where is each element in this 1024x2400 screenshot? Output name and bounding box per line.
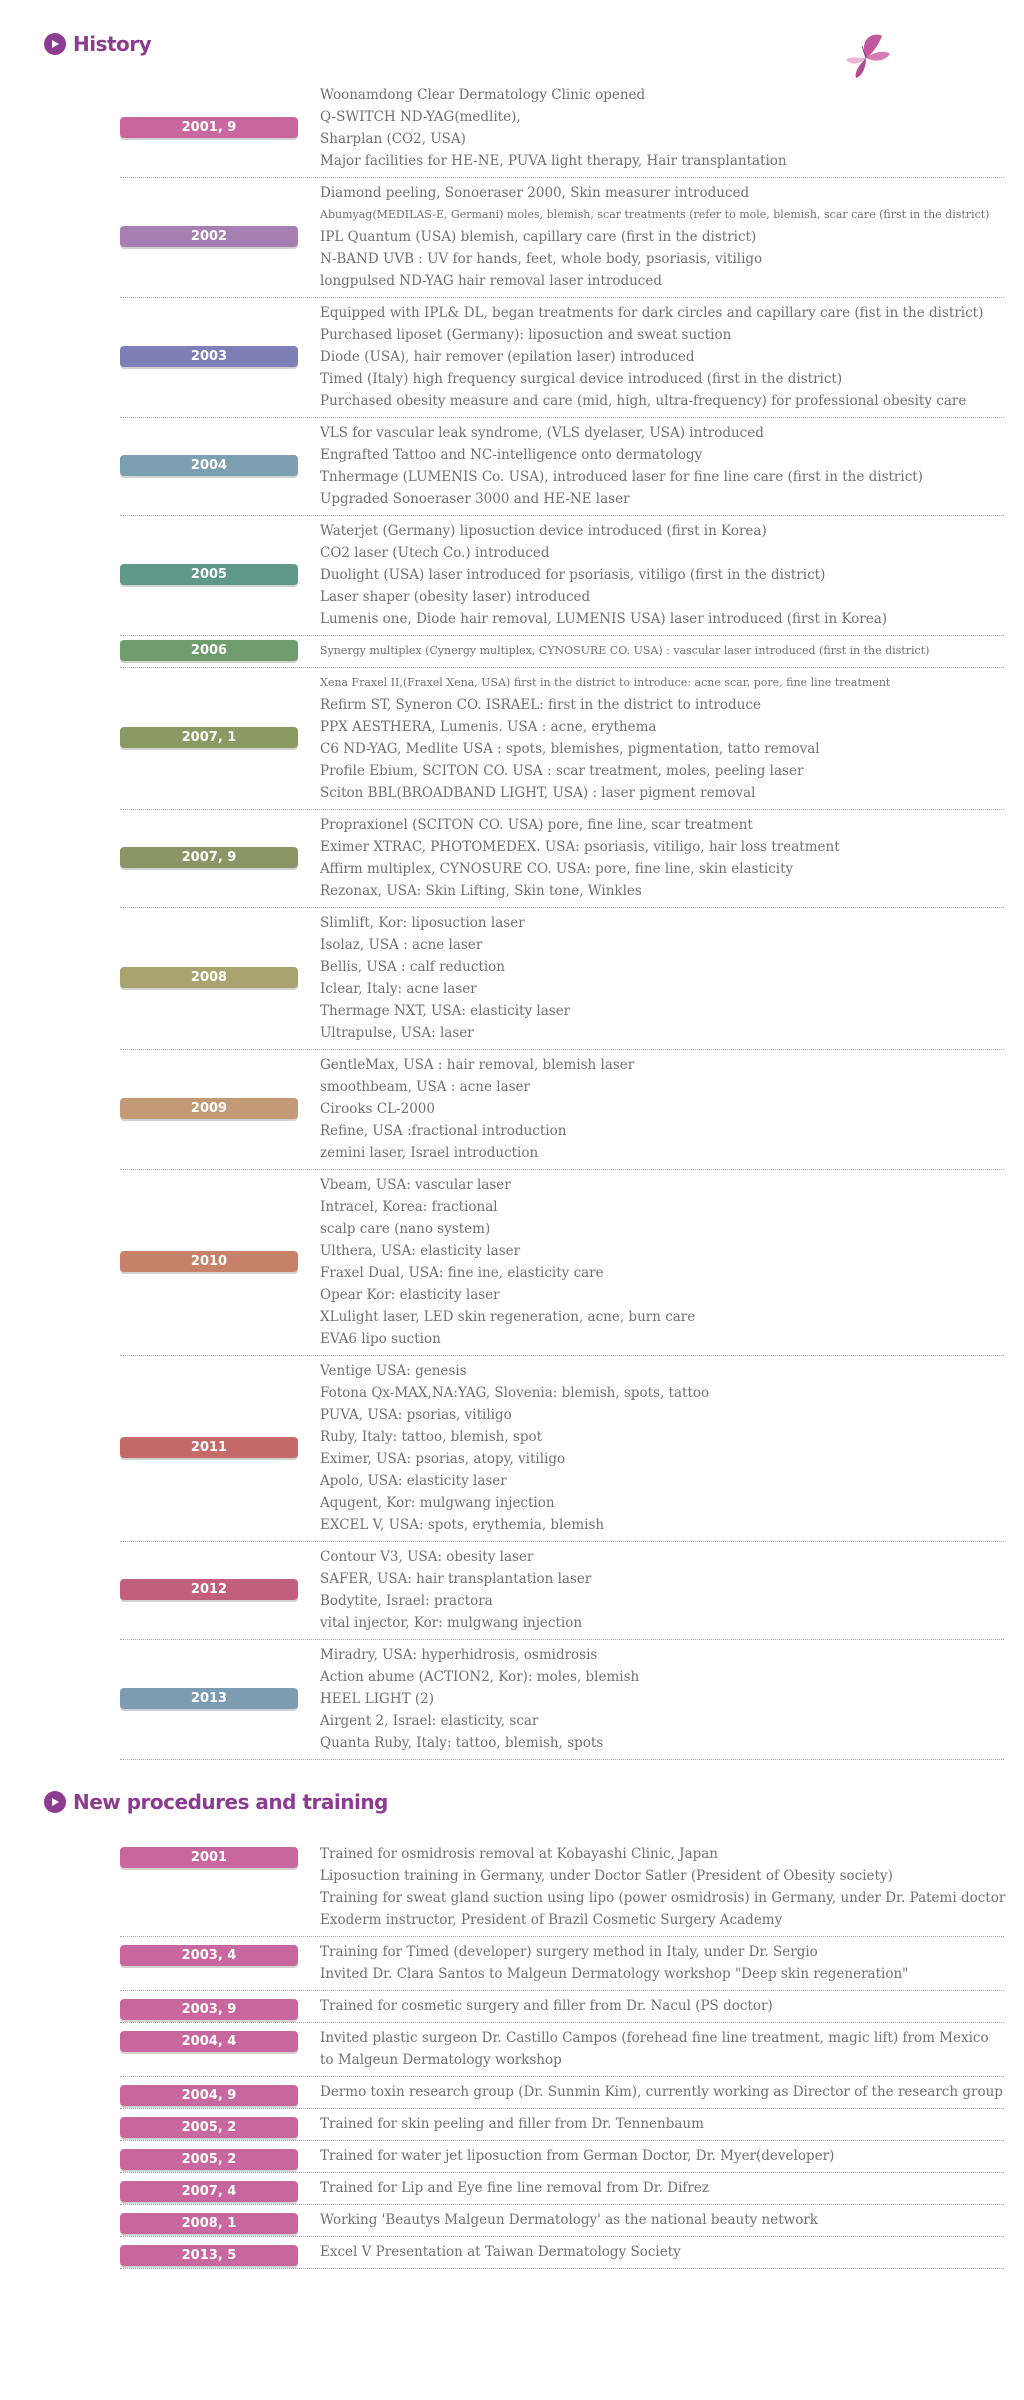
list-item: Ulthera, USA: elasticity laser	[320, 1243, 521, 1259]
list-item: Lumenis one, Diode hair removal, LUMENIS USA) laser introduced (first in Korea)	[320, 611, 888, 627]
list-item: IPL Quantum (USA) blemish, capillary care (first in the district)	[320, 229, 757, 245]
year-badge: 2008	[120, 967, 298, 988]
list-item: Ruby, Italy: tattoo, blemish, spot	[320, 1429, 543, 1445]
list-item: Sharplan (CO2, USA)	[320, 131, 466, 147]
list-item: Trained for osmidrosis removal at Kobayashi Clinic, Japan	[320, 1846, 719, 1862]
year-column	[120, 2113, 320, 2135]
list-item: vital injector, Kor: mulgwang injection	[320, 1615, 583, 1631]
year-badge: 2004, 9	[120, 2085, 298, 2106]
timeline-row	[120, 908, 1004, 1050]
history-list	[120, 80, 1004, 1760]
list-item: Q-SWITCH ND-YAG(medlite),	[320, 109, 521, 125]
list-item: CO2 laser (Utech Co.) introduced	[320, 545, 550, 561]
list-item: Opear Kor: elasticity laser	[320, 1287, 500, 1303]
list-item: Action abume (ACTION2, Kor): moles, blemish	[320, 1669, 640, 1685]
timeline-row	[120, 1356, 1004, 1542]
list-item: smoothbeam, USA : acne laser	[320, 1079, 530, 1095]
list-item: Ventige USA: genesis	[320, 1363, 467, 1379]
timeline-row	[120, 1937, 1004, 1991]
list-item: Working 'Beautys Malgeun Dermatology' as the national beauty network	[320, 2212, 818, 2228]
year-column	[120, 2209, 320, 2231]
item-list	[320, 1174, 1004, 1350]
timeline-row	[120, 1170, 1004, 1356]
list-item: zemini laser, Israel introduction	[320, 1145, 539, 1161]
list-item: scalp care (nano system)	[320, 1221, 491, 1237]
year-column	[120, 1174, 320, 1350]
training-header	[44, 1790, 388, 1814]
timeline-row	[120, 2237, 1004, 2269]
timeline-row	[120, 636, 1004, 668]
list-item: Timed (Italy) high frequency surgical device introduced (first in the district)	[320, 371, 843, 387]
timeline-row	[120, 2023, 1004, 2077]
timeline-row	[120, 178, 1004, 298]
list-item: Propraxionel (SCITON CO. USA) pore, fine line, scar treatment	[320, 817, 753, 833]
list-item: Engrafted Tattoo and NC-intelligence onto dermatology	[320, 447, 703, 463]
list-item: Xena Fraxel II,(Fraxel Xena, USA) first in the district to introduce: acne scar, pore, fine line treatment	[320, 676, 891, 689]
timeline-row	[120, 2109, 1004, 2141]
list-item: Slimlift, Kor: liposuction laser	[320, 915, 525, 931]
list-item: Quanta Ruby, Italy: tattoo, blemish, spots	[320, 1735, 604, 1751]
year-badge: 2004	[120, 455, 298, 476]
year-column	[120, 1546, 320, 1634]
item-list	[320, 1941, 1004, 1985]
list-item: Trained for cosmetic surgery and filler from Dr. Nacul (PS doctor)	[320, 1998, 773, 2014]
item-list	[320, 2177, 1004, 2199]
year-badge: 2013	[120, 1688, 298, 1709]
list-item: Intracel, Korea: fractional	[320, 1199, 498, 1215]
item-list	[320, 1360, 1004, 1536]
item-list	[320, 84, 1004, 172]
list-item: Purchased obesity measure and care (mid, high, ultra-frequency) for professional obesity care	[320, 393, 967, 409]
list-item: Refine, USA :fractional introduction	[320, 1123, 567, 1139]
list-item: Diode (USA), hair remover (epilation laser) introduced	[320, 349, 695, 365]
list-item: Sciton BBL(BROADBAND LIGHT, USA) : laser pigment removal	[320, 785, 756, 801]
timeline-row	[120, 80, 1004, 178]
item-list	[320, 1843, 1005, 1931]
timeline-row	[120, 668, 1004, 810]
list-item: Major facilities for HE-NE, PUVA light therapy, Hair transplantation	[320, 153, 787, 169]
list-item: VLS for vascular leak syndrome, (VLS dyelaser, USA) introduced	[320, 425, 764, 441]
list-item: Fotona Qx-MAX,NA:YAG, Slovenia: blemish, spots, tattoo	[320, 1385, 710, 1401]
item-list	[320, 182, 1004, 292]
list-item: N-BAND UVB : UV for hands, feet, whole body, psoriasis, vitiligo	[320, 251, 763, 267]
history-header	[44, 32, 151, 56]
year-column	[120, 1995, 320, 2017]
list-item: Thermage NXT, USA: elasticity laser	[320, 1003, 571, 1019]
list-item: Invited plastic surgeon Dr. Castillo Campos (forehead fine line treatment, magic lift) from Mexico	[320, 2030, 989, 2046]
list-item: Isolaz, USA : acne laser	[320, 937, 483, 953]
item-list	[320, 422, 1004, 510]
year-column	[120, 302, 320, 412]
list-item: Abumyag(MEDILAS-E, Germani) moles, blemish, scar treatments (refer to mole, blemish, scar care (first in the district)	[320, 208, 990, 221]
list-item: Cirooks CL-2000	[320, 1101, 435, 1117]
year-badge: 2005, 2	[120, 2117, 298, 2138]
timeline-row	[120, 1839, 1004, 1937]
year-column	[120, 814, 320, 902]
list-item: Laser shaper (obesity laser) introduced	[320, 589, 591, 605]
year-badge: 2007, 1	[120, 727, 298, 748]
list-item: PUVA, USA: psorias, vitiligo	[320, 1407, 512, 1423]
item-list	[320, 1644, 1004, 1754]
list-item: Eximer, USA: psorias, atopy, vitiligo	[320, 1451, 566, 1467]
year-column	[120, 2241, 320, 2263]
year-badge: 2005	[120, 564, 298, 585]
year-column	[120, 2145, 320, 2167]
year-badge: 2001	[120, 1847, 298, 1868]
year-column	[120, 2027, 320, 2071]
list-item: Diamond peeling, Sonoeraser 2000, Skin measurer introduced	[320, 185, 750, 201]
timeline-row	[120, 2173, 1004, 2205]
list-item: Eximer XTRAC, PHOTOMEDEX. USA: psoriasis, vitiligo, hair loss treatment	[320, 839, 840, 855]
timeline-row	[120, 2205, 1004, 2237]
list-item: Bellis, USA : calf reduction	[320, 959, 505, 975]
year-column	[120, 1843, 320, 1931]
year-column	[120, 2177, 320, 2199]
year-column	[120, 912, 320, 1044]
play-circle-icon	[44, 33, 66, 55]
list-item: Apolo, USA: elasticity laser	[320, 1473, 507, 1489]
year-badge: 2013, 5	[120, 2245, 298, 2266]
year-badge: 2006	[120, 640, 298, 661]
year-badge: 2003	[120, 346, 298, 367]
list-item: Equipped with IPL& DL, began treatments for dark circles and capillary care (fist in the district)	[320, 305, 984, 321]
year-badge: 2001, 9	[120, 117, 298, 138]
list-item: Liposuction training in Germany, under Doctor Satler (President of Obesity society)	[320, 1868, 893, 1884]
timeline-row	[120, 810, 1004, 908]
list-item: HEEL LIGHT (2)	[320, 1691, 435, 1707]
year-badge: 2008, 1	[120, 2213, 298, 2234]
list-item: Synergy multiplex (Cynergy multiplex, CYNOSURE CO. USA) : vascular laser introduced (first in the district)	[320, 644, 930, 657]
list-item: Excel V Presentation at Taiwan Dermatology Society	[320, 2244, 681, 2260]
play-circle-icon	[44, 1791, 66, 1813]
year-column	[120, 2081, 320, 2103]
history-title: History	[73, 32, 152, 56]
list-item: Dermo toxin research group (Dr. Sunmin Kim), currently working as Director of the research group	[320, 2084, 1003, 2100]
timeline-row	[120, 516, 1004, 636]
item-list	[320, 640, 1004, 662]
list-item: Trained for Lip and Eye fine line removal from Dr. Difrez	[320, 2180, 709, 2196]
item-list	[320, 814, 1004, 902]
list-item: EVA6 lipo suction	[320, 1331, 441, 1347]
item-list	[320, 1054, 1004, 1164]
list-item: Ultrapulse, USA: laser	[320, 1025, 474, 1041]
butterfly-icon	[838, 28, 894, 84]
item-list	[320, 520, 1004, 630]
list-item: SAFER, USA: hair transplantation laser	[320, 1571, 592, 1587]
list-item: Aqugent, Kor: mulgwang injection	[320, 1495, 555, 1511]
year-badge: 2011	[120, 1437, 298, 1458]
list-item: Upgraded Sonoeraser 3000 and HE-NE laser	[320, 491, 630, 507]
timeline-row	[120, 1640, 1004, 1760]
year-column	[120, 422, 320, 510]
list-item: Miradry, USA: hyperhidrosis, osmidrosis	[320, 1647, 598, 1663]
list-item: Airgent 2, Israel: elasticity, scar	[320, 1713, 539, 1729]
year-badge: 2010	[120, 1251, 298, 1272]
timeline-row	[120, 1542, 1004, 1640]
list-item: to Malgeun Dermatology workshop	[320, 2052, 562, 2068]
timeline-row	[120, 1991, 1004, 2023]
list-item: Waterjet (Germany) liposuction device introduced (first in Korea)	[320, 523, 767, 539]
timeline-row	[120, 298, 1004, 418]
year-badge: 2003, 9	[120, 1999, 298, 2020]
list-item: Profile Ebium, SCITON CO. USA : scar treatment, moles, peeling laser	[320, 763, 804, 779]
list-item: C6 ND-YAG, Medlite USA : spots, blemishes, pigmentation, tatto removal	[320, 741, 820, 757]
timeline-row	[120, 1050, 1004, 1170]
year-badge: 2005, 2	[120, 2149, 298, 2170]
timeline-row	[120, 2077, 1004, 2109]
list-item: Vbeam, USA: vascular laser	[320, 1177, 511, 1193]
year-column	[120, 1360, 320, 1536]
item-list	[320, 1546, 1004, 1634]
year-badge: 2007, 4	[120, 2181, 298, 2202]
list-item: Invited Dr. Clara Santos to Malgeun Dermatology workshop "Deep skin regeneration"	[320, 1966, 909, 1982]
list-item: Woonamdong Clear Dermatology Clinic opened	[320, 87, 646, 103]
list-item: Purchased liposet (Germany): liposuction and sweat suction	[320, 327, 732, 343]
list-item: Bodytite, Israel: practora	[320, 1593, 493, 1609]
year-column	[120, 182, 320, 292]
list-item: Training for Timed (developer) surgery method in Italy, under Dr. Sergio	[320, 1944, 818, 1960]
list-item: Training for sweat gland suction using lipo (power osmidrosis) in Germany, under Dr. Patemi doctor	[320, 1890, 1006, 1906]
item-list	[320, 1995, 1004, 2017]
year-badge: 2007, 9	[120, 847, 298, 868]
list-item: Contour V3, USA: obesity laser	[320, 1549, 534, 1565]
item-list	[320, 672, 1004, 804]
item-list	[320, 2113, 1004, 2135]
year-column	[120, 84, 320, 172]
year-badge: 2012	[120, 1579, 298, 1600]
timeline-row	[120, 418, 1004, 516]
item-list	[320, 912, 1004, 1044]
training-list	[120, 1839, 1004, 2269]
year-column	[120, 1054, 320, 1164]
item-list	[320, 2241, 1004, 2263]
year-badge: 2004, 4	[120, 2031, 298, 2052]
list-item: Iclear, Italy: acne laser	[320, 981, 477, 997]
training-title: New procedures and training	[73, 1790, 388, 1814]
list-item: longpulsed ND-YAG hair removal laser introduced	[320, 273, 662, 289]
year-column	[120, 520, 320, 630]
year-badge: 2002	[120, 226, 298, 247]
year-column	[120, 640, 320, 662]
item-list	[320, 2145, 1004, 2167]
list-item: XLulight laser, LED skin regeneration, acne, burn care	[320, 1309, 696, 1325]
list-item: Tnhermage (LUMENIS Co. USA), introduced laser for fine line care (first in the district)	[320, 469, 923, 485]
item-list	[320, 2027, 1004, 2071]
list-item: EXCEL V, USA: spots, erythemia, blemish	[320, 1517, 605, 1533]
year-badge: 2003, 4	[120, 1945, 298, 1966]
list-item: Refirm ST, Syneron CO. ISRAEL: first in the district to introduce	[320, 697, 761, 713]
item-list	[320, 2209, 1004, 2231]
list-item: Fraxel Dual, USA: fine ine, elasticity care	[320, 1265, 604, 1281]
list-item: GentleMax, USA : hair removal, blemish laser	[320, 1057, 635, 1073]
year-badge: 2009	[120, 1098, 298, 1119]
list-item: Trained for water jet liposuction from German Doctor, Dr. Myer(developer)	[320, 2148, 835, 2164]
list-item: Rezonax, USA: Skin Lifting, Skin tone, Winkles	[320, 883, 642, 899]
list-item: Duolight (USA) laser introduced for psoriasis, vitiligo (first in the district)	[320, 567, 826, 583]
list-item: Trained for skin peeling and filler from Dr. Tennenbaum	[320, 2116, 704, 2132]
timeline-row	[120, 2141, 1004, 2173]
list-item: Affirm multiplex, CYNOSURE CO. USA: pore, fine line, skin elasticity	[320, 861, 794, 877]
list-item: PPX AESTHERA, Lumenis. USA : acne, erythema	[320, 719, 657, 735]
item-list	[320, 302, 1004, 412]
year-column	[120, 1941, 320, 1985]
list-item: Exoderm instructor, President of Brazil Cosmetic Surgery Academy	[320, 1912, 783, 1928]
item-list	[320, 2081, 1004, 2103]
year-column	[120, 1644, 320, 1754]
year-column	[120, 672, 320, 804]
